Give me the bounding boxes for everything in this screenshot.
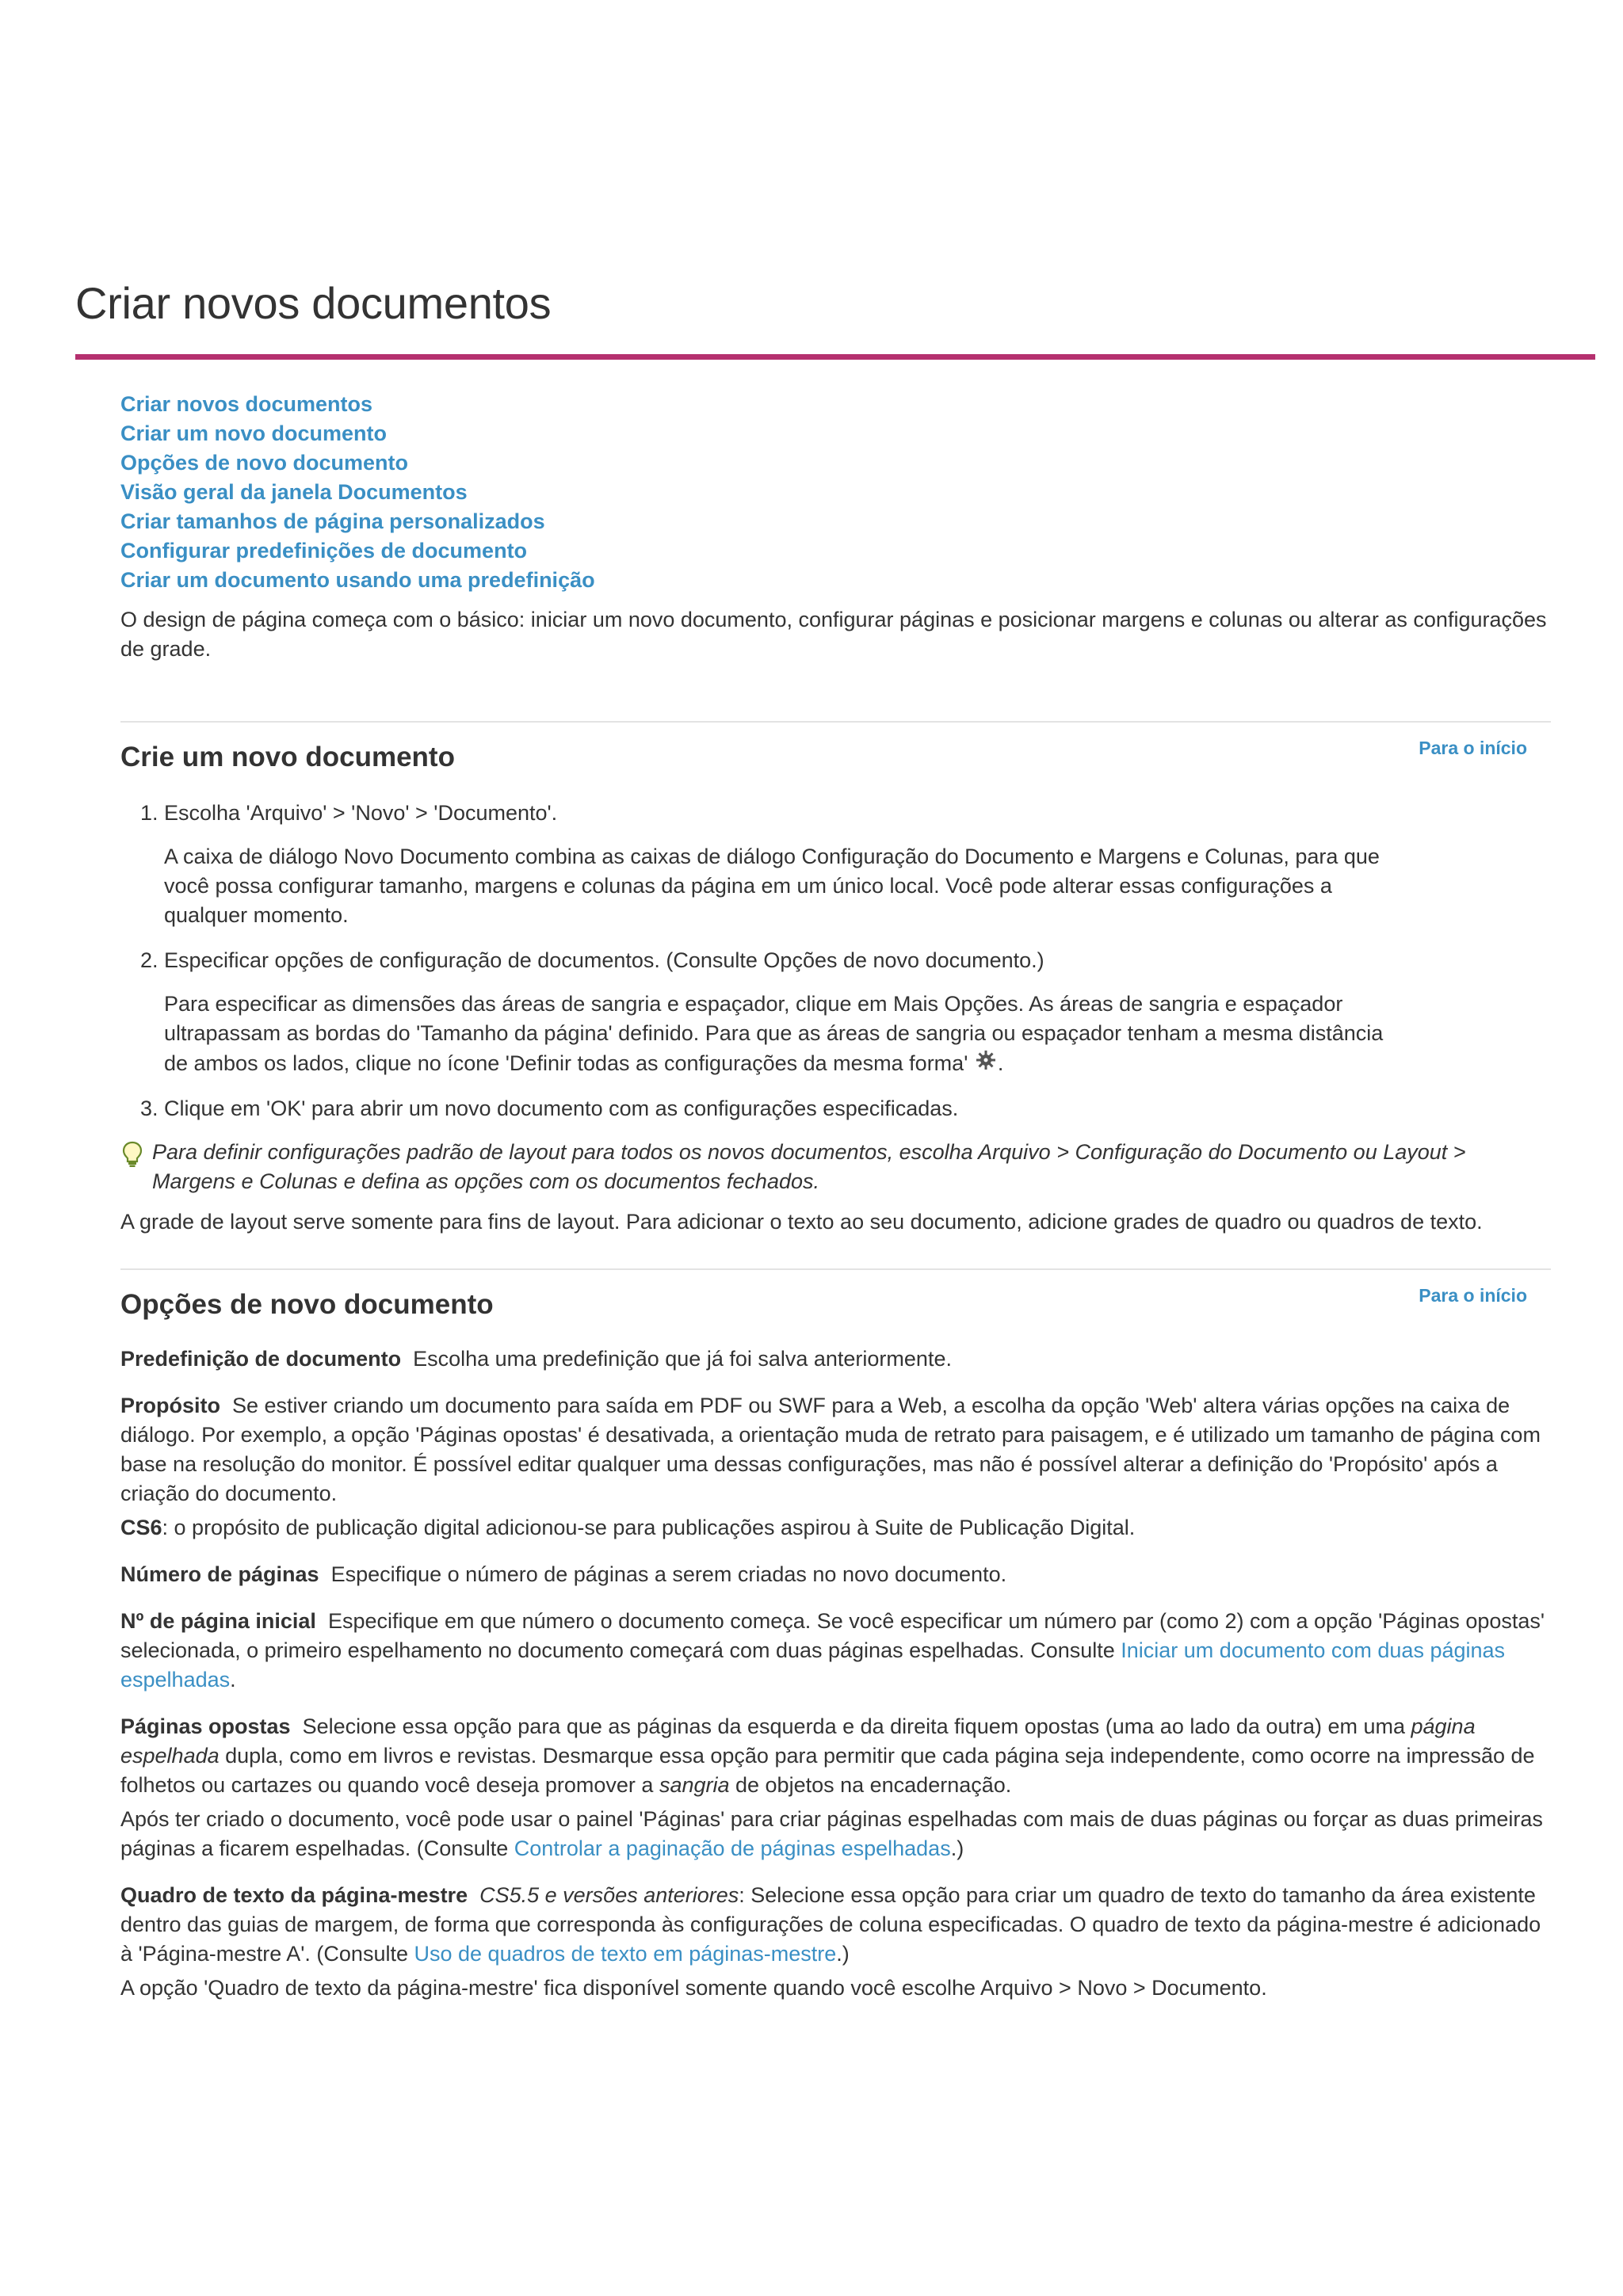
link-controlar-paginacao[interactable]: Controlar a paginação de páginas espelhadas	[514, 1836, 951, 1860]
option-text: dupla, como em livros e revistas. Desmarque essa opção para permitir que cada página seja independente, como ocorre na impressão de folhetos ou cartazes ou quando você deseja promover a	[120, 1744, 1535, 1797]
link-iniciar-documento-duas-paginas[interactable]: Iniciar um documento com duas páginas espelhadas	[120, 1638, 1506, 1691]
section-heading: Crie um novo documento	[120, 742, 455, 772]
note-text: Após ter criado o documento, você pode usar o painel 'Páginas' para criar páginas espelhadas com mais de duas páginas ou forçar as duas primeiras páginas a ficarem espelhadas. (Consulte	[120, 1807, 1543, 1860]
option-proposito	[120, 1391, 1551, 1508]
toc-item	[120, 566, 1551, 595]
toc-link-tamanhos-personalizados[interactable]: Criar tamanhos de página personalizados	[120, 509, 545, 533]
gear-icon	[974, 1048, 998, 1072]
tip-note	[120, 1138, 1551, 1196]
step-item	[164, 799, 1551, 930]
cs6-text: : o propósito de publicação digital adicionou-se para publicações aspirou à Suite de Publicação Digital.	[162, 1516, 1136, 1539]
option-quadro-texto-mestre	[120, 1881, 1551, 1969]
step-detail-end: .	[997, 1051, 1004, 1075]
option-text: Especifique o número de páginas a serem criadas no novo documento.	[330, 1562, 1007, 1586]
toc-link-configurar-predefinicoes[interactable]: Configurar predefinições de documento	[120, 539, 528, 563]
lightbulb-icon	[120, 1141, 144, 1168]
option-label: Nº de página inicial	[120, 1609, 316, 1633]
option-text: : Selecione essa opção para criar um quadro de texto do tamanho da área existente dentro das guias de margem, de forma que corresponda às configurações de coluna especificadas. O quadro de texto da página-mestre é adicionado à 'Página-mestre A'. (Consulte	[120, 1883, 1541, 1966]
option-text: Selecione essa opção para que as páginas da esquerda e da direita fiquem opostas (uma ao lado da outra) em uma	[302, 1714, 1411, 1738]
toc-link-visao-geral-janela[interactable]: Visão geral da janela Documentos	[120, 480, 468, 504]
back-to-top-link[interactable]: Para o início	[1419, 738, 1527, 758]
tip-text: Para definir configurações padrão de layout para todos os novos documentos, escolha Arquivo > Configuração do Documento ou Layout > Margens e Colunas e defina as opções com os documentos fechados.	[152, 1140, 1466, 1193]
option-emphasis: sangria	[659, 1773, 730, 1797]
option-paginas-opostas	[120, 1712, 1551, 1800]
toc-item	[120, 536, 1551, 566]
steps-list	[120, 799, 1551, 1123]
option-pagina-inicial	[120, 1607, 1551, 1695]
intro-paragraph: O design de página começa com o básico: iniciar um novo documento, configurar páginas e posicionar margens e colunas ou alterar as configurações de grade.	[120, 608, 1547, 661]
table-of-contents	[120, 390, 1551, 595]
main-content	[120, 390, 1551, 2003]
option-text-end: .)	[836, 1942, 850, 1966]
page-title: Criar novos documentos	[75, 278, 552, 328]
option-text: Escolha uma predefinição que já foi salva anteriormente.	[413, 1347, 952, 1371]
step-detail	[164, 990, 1392, 1078]
option-label: Número de páginas	[120, 1562, 319, 1586]
toc-item	[120, 419, 1551, 448]
note-text-end: .)	[950, 1836, 964, 1860]
section-criar-documento	[120, 721, 1551, 1237]
option-paginas-opostas-note	[120, 1805, 1551, 1863]
option-cs6-note	[120, 1513, 1551, 1543]
toc-item	[120, 448, 1551, 478]
toc-link-opcoes-novo-documento[interactable]: Opções de novo documento	[120, 451, 409, 475]
option-label: Predefinição de documento	[120, 1347, 402, 1371]
option-version: CS5.5 e versões anteriores	[479, 1883, 739, 1907]
option-text-end: .	[230, 1668, 236, 1691]
section-opcoes-documento	[120, 1268, 1551, 2003]
toc-link-documento-predefinicao[interactable]: Criar um documento usando uma predefinição	[120, 568, 595, 592]
step-text: Especificar opções de configuração de documentos. (Consulte Opções de novo documento.)	[164, 948, 1044, 972]
toc-item	[120, 507, 1551, 536]
option-numero-paginas	[120, 1560, 1551, 1589]
title-divider	[75, 354, 1595, 360]
step-item	[164, 946, 1551, 1078]
layout-grid-note: A grade de layout serve somente para fins de layout. Para adicionar o texto ao seu documento, adicione grades de quadro ou quadros de texto.	[120, 1210, 1483, 1234]
step-detail: A caixa de diálogo Novo Documento combina as caixas de diálogo Configuração do Documento e Margens e Colunas, para que você possa configurar tamanho, margens e colunas da página em um único local. Você pode alterar essas configurações a qualquer momento.	[164, 845, 1380, 927]
option-text: Especifique em que número o documento começa. Se você especificar um número par (como 2) com a opção 'Páginas opostas' selecionada, o primeiro espelhamento no documento começará com duas páginas espelhadas. Consulte	[120, 1609, 1545, 1662]
back-to-top-link[interactable]: Para o início	[1419, 1285, 1527, 1306]
option-text: Se estiver criando um documento para saída em PDF ou SWF para a Web, a escolha da opção 'Web' altera várias opções na caixa de diálogo. Por exemplo, a opção 'Páginas opostas' é desativada, a orientação muda de retrato para paisagem, e é utilizado um tamanho de página com base na resolução do monitor. É possível editar qualquer uma dessas configurações, mas não é possível alterar a definição do 'Propósito' após a criação do documento.	[120, 1394, 1541, 1505]
option-label: Propósito	[120, 1394, 220, 1417]
step-text: Escolha 'Arquivo' > 'Novo' > 'Documento'.	[164, 801, 558, 825]
option-label: Páginas opostas	[120, 1714, 291, 1738]
step-text: Clique em 'OK' para abrir um novo documento com as configurações especificadas.	[164, 1097, 959, 1120]
option-emphasis: página espelhada	[120, 1714, 1476, 1768]
option-label: Quadro de texto da página-mestre	[120, 1883, 468, 1907]
toc-link-criar-novos-documentos[interactable]: Criar novos documentos	[120, 392, 373, 416]
option-quadro-texto-mestre-note: A opção 'Quadro de texto da página-mestre' fica disponível somente quando você escolhe Arquivo > Novo > Documento.	[120, 1976, 1267, 2000]
toc-item	[120, 390, 1551, 419]
toc-item	[120, 478, 1551, 507]
link-quadros-texto-paginas-mestre[interactable]: Uso de quadros de texto em páginas-mestre	[414, 1942, 837, 1966]
step-item	[164, 1094, 1551, 1123]
option-text: de objetos na encadernação.	[729, 1773, 1012, 1797]
cs6-label: CS6	[120, 1516, 162, 1539]
option-predefinicao	[120, 1344, 1551, 1374]
section-heading: Opções de novo documento	[120, 1289, 494, 1320]
toc-link-criar-um-novo-documento[interactable]: Criar um novo documento	[120, 421, 388, 445]
step-detail-text: Para especificar as dimensões das áreas de sangria e espaçador, clique em Mais Opções. As áreas de sangria e espaçador ultrapassam as bordas do 'Tamanho da página' definido. Para que as áreas de sangria ou espaçador tenham a mesma distância de ambos os lados, clique no ícone 'Definir todas as configurações da mesma forma'	[164, 992, 1384, 1075]
